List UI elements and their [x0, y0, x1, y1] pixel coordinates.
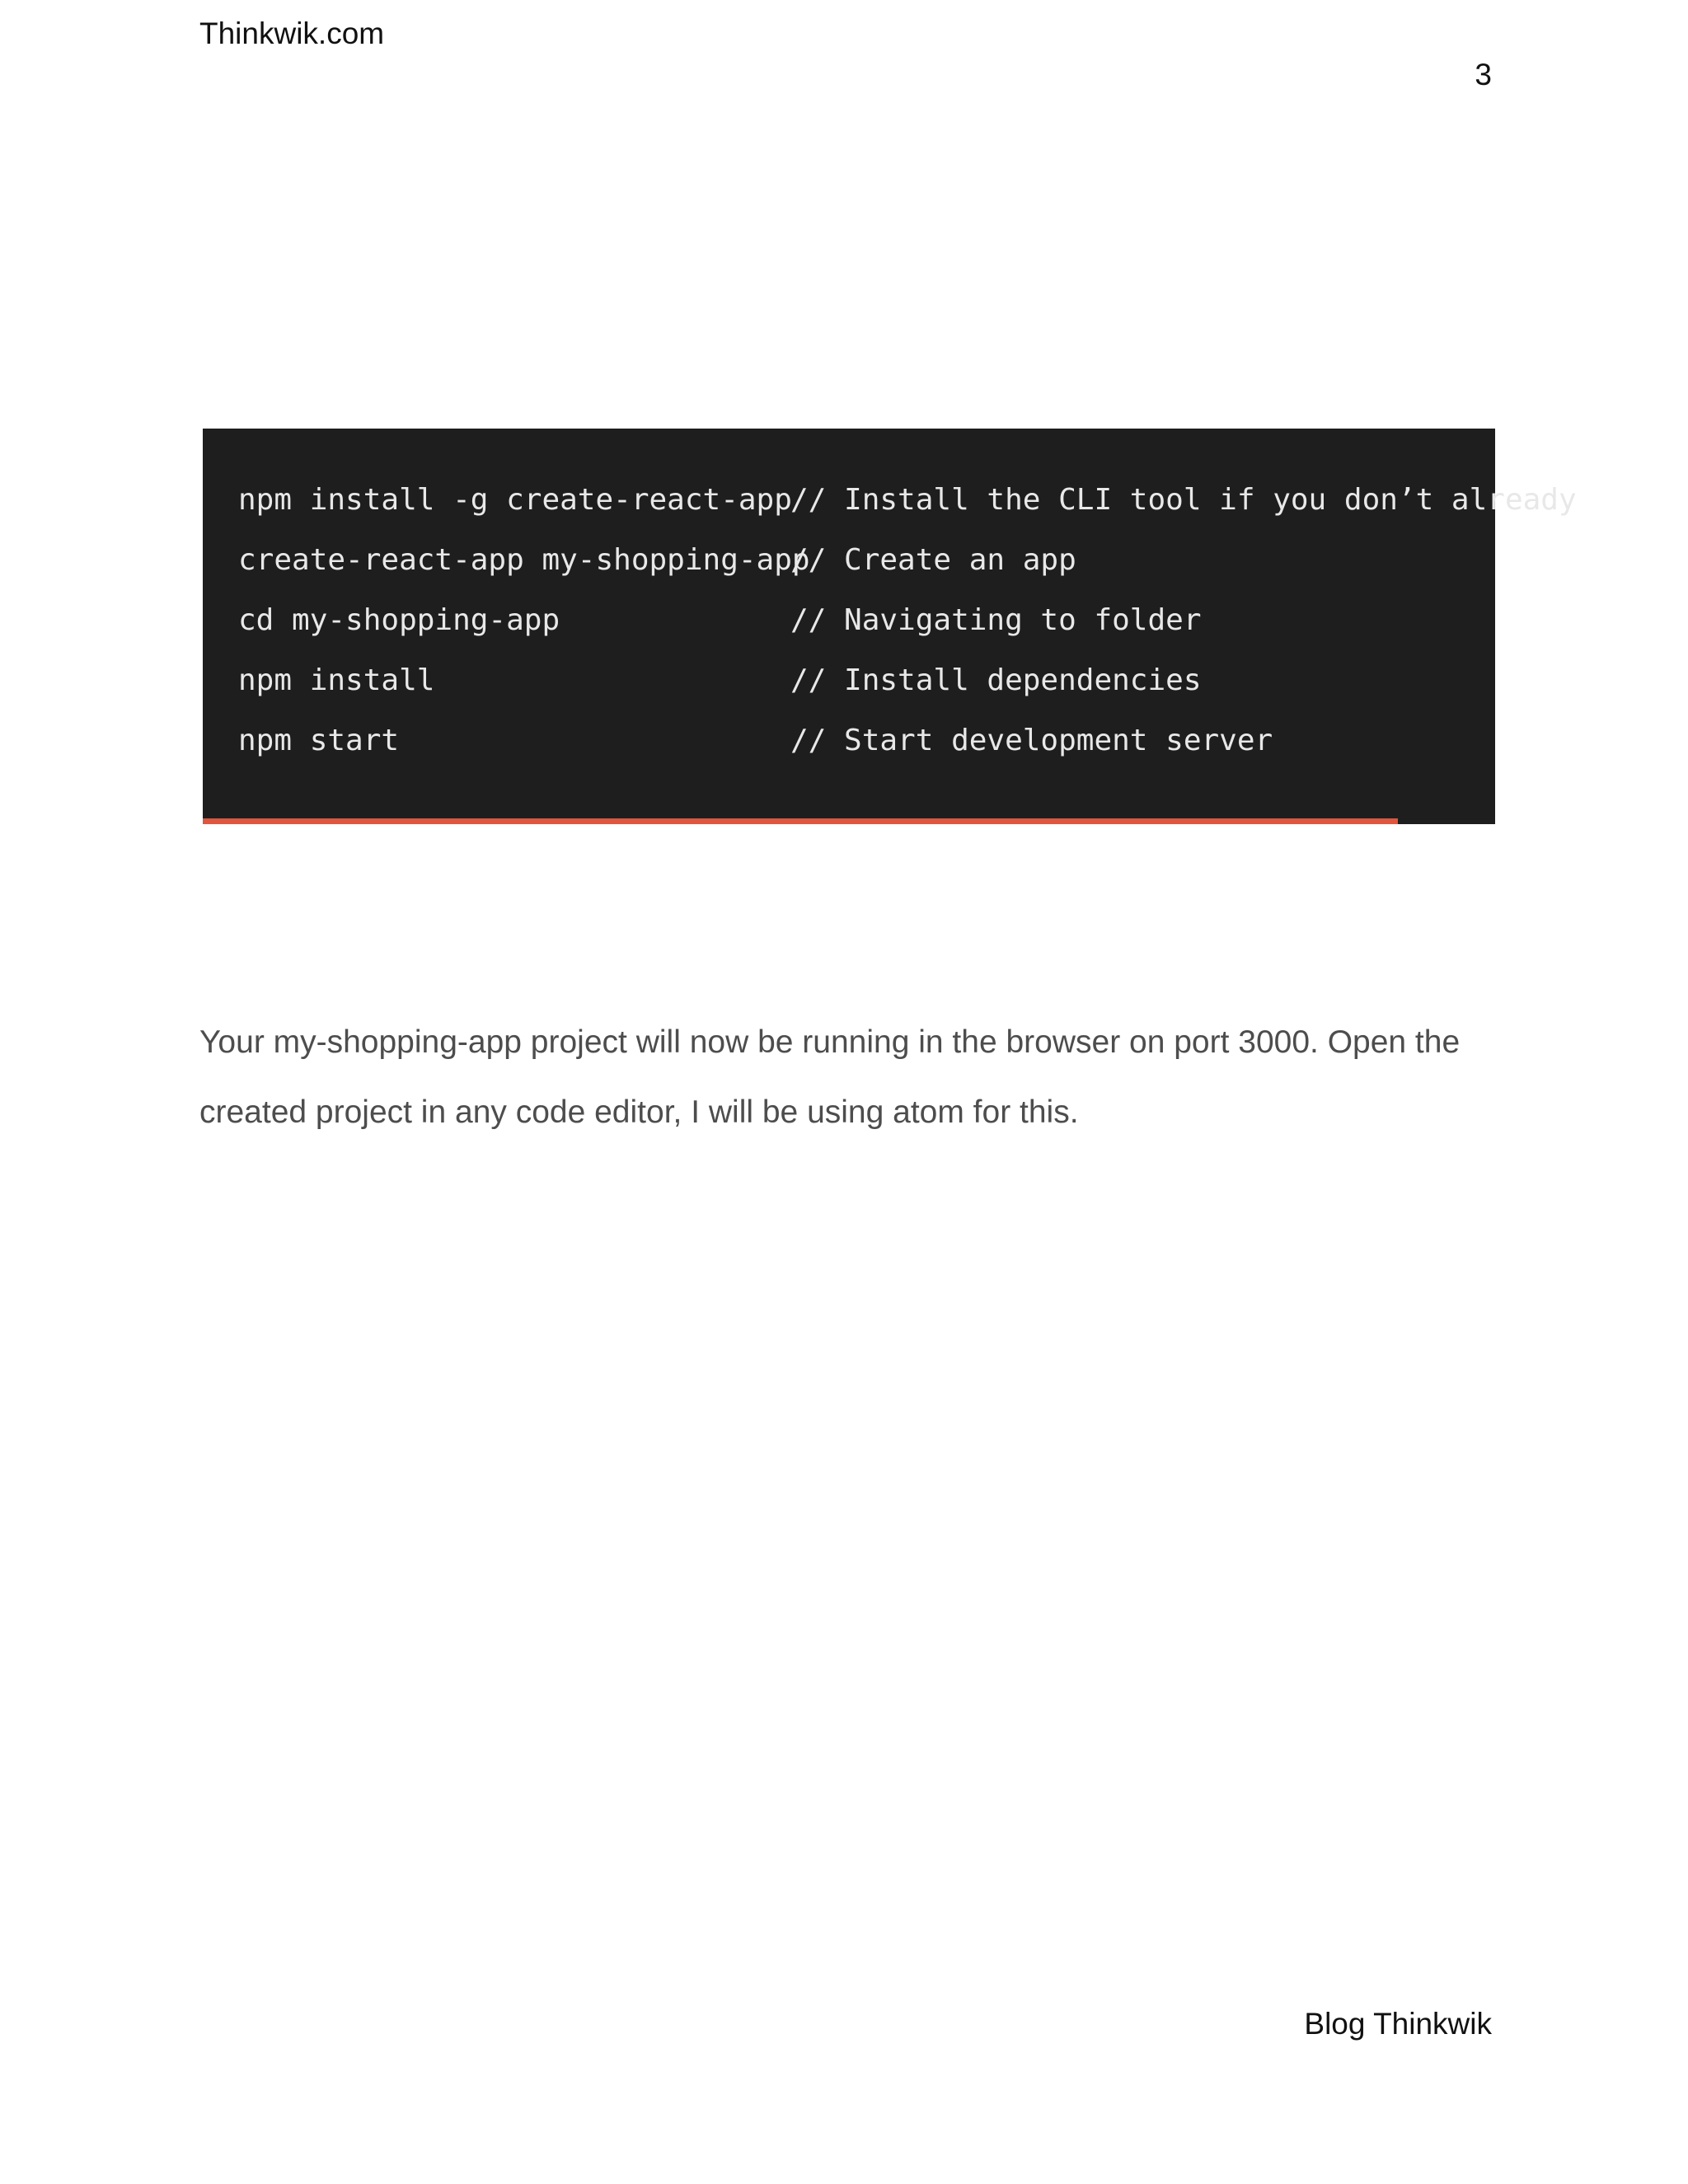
footer-blog-name: Blog Thinkwik: [1304, 2007, 1492, 2041]
code-comment: // Install dependencies: [790, 663, 1202, 697]
code-comment: // Navigating to folder: [790, 603, 1202, 637]
code-command: npm start: [238, 724, 400, 757]
code-command: create-react-app my-shopping-app: [238, 543, 810, 577]
code-command: npm install: [238, 663, 435, 697]
code-snippet: [203, 429, 1577, 824]
page-number: 3: [1475, 58, 1492, 91]
body-paragraph: Your my-shopping-app project will now be running in the browser on port 3000. Open the created project in any code editor, I will be using atom for this.: [199, 1024, 1461, 1130]
code-line: [238, 662, 1202, 700]
code-line: [238, 602, 1202, 640]
code-scroll-underline: [203, 818, 1398, 824]
code-line: [238, 481, 1577, 519]
code-command: npm install -g create-react-app: [238, 483, 792, 517]
code-comment: // Create an app: [790, 543, 1076, 577]
code-line: [238, 722, 1273, 760]
code-comment: // Start development server: [790, 724, 1273, 757]
code-command: cd my-shopping-app: [238, 603, 560, 637]
code-line: [238, 541, 1076, 579]
code-comment: // Install the CLI tool if you don’t already: [790, 483, 1577, 517]
header-site-name: Thinkwik.com: [199, 16, 385, 50]
